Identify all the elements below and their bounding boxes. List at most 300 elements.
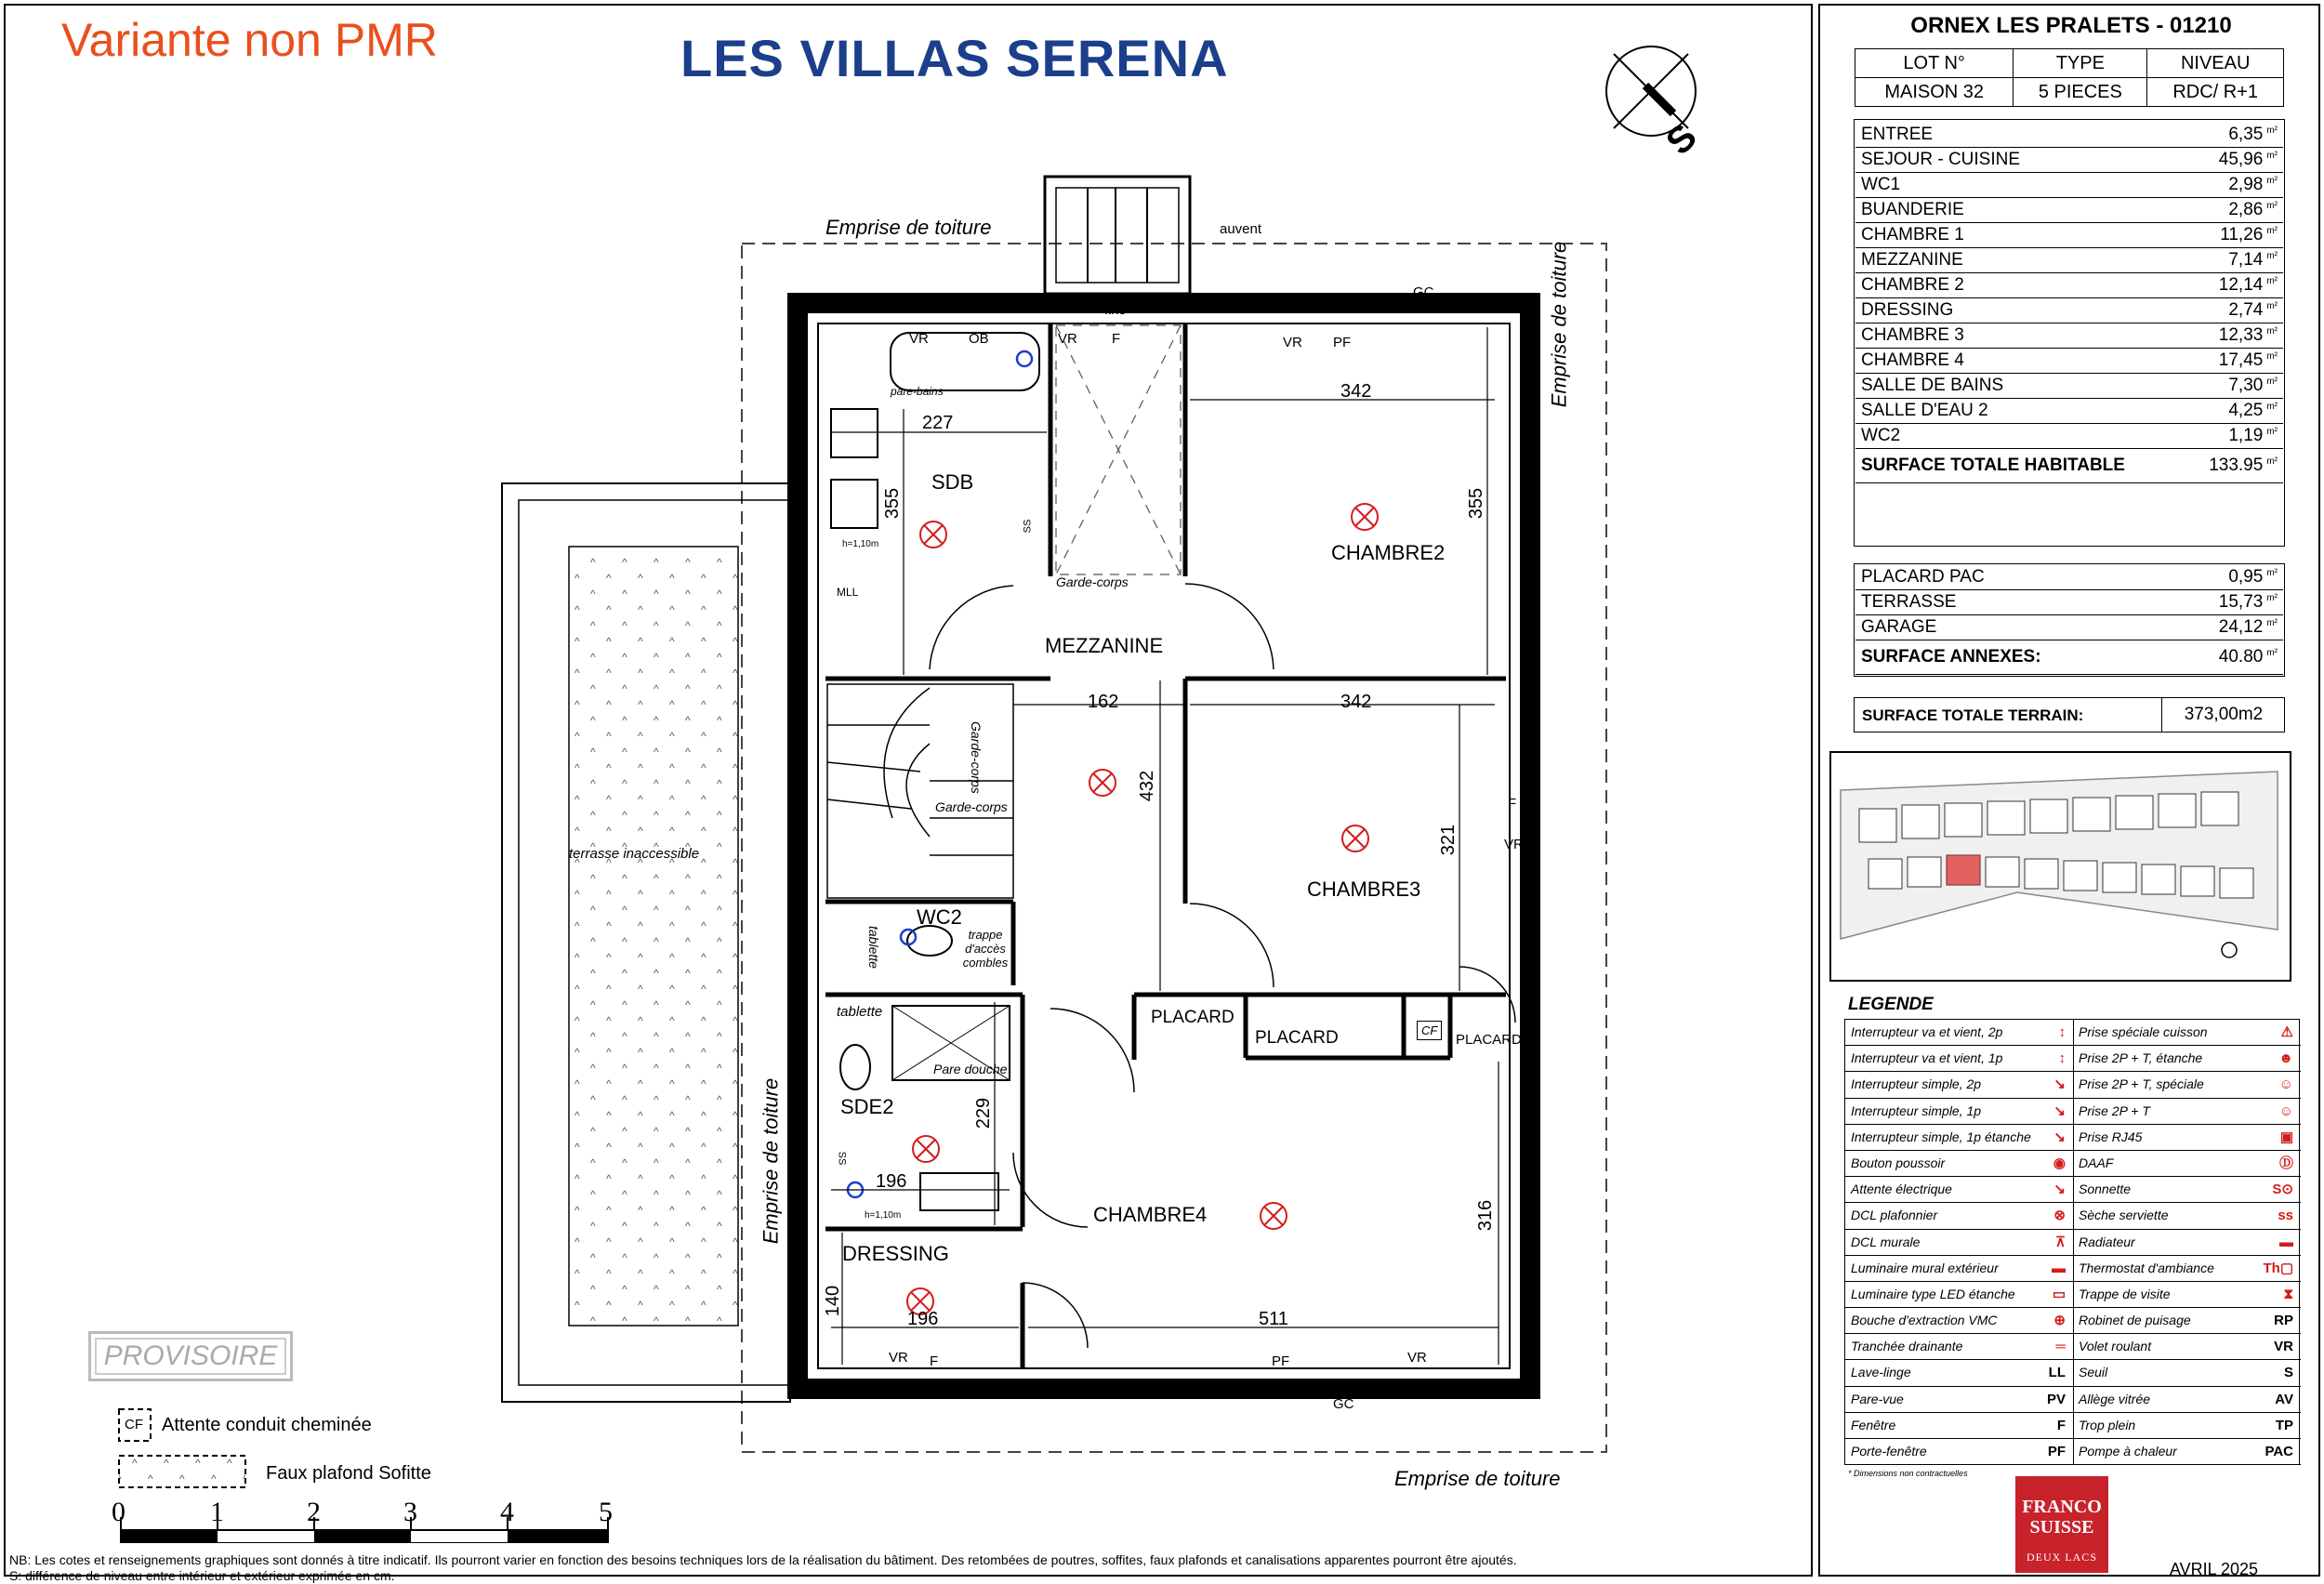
legend-item	[1845, 1282, 2073, 1308]
staircase	[827, 684, 1013, 898]
legend-symbol-icon: Th▢	[2263, 1260, 2293, 1276]
garde-corps-label-1: Garde-corps	[1056, 574, 1129, 589]
surface-name: CHAMBRE 1	[1855, 223, 2187, 248]
site-map-highlight	[1947, 855, 1980, 885]
legend-symbol-icon: S	[2283, 1365, 2293, 1381]
lot-table	[1855, 48, 2284, 107]
surface-unit: m²	[2266, 300, 2278, 311]
dimension-342-a: 342	[1340, 381, 1372, 402]
legend-faux-plafond-text: Faux plafond Sofitte	[266, 1463, 431, 1484]
dimension-196-a: 196	[876, 1171, 907, 1192]
surface-unit: m²	[2266, 426, 2278, 437]
auvent	[1045, 177, 1190, 294]
legend-label: Sonnette	[2079, 1181, 2132, 1197]
surface-name: SEJOUR - CUISINE	[1855, 148, 2187, 173]
legend-item	[1845, 1020, 2073, 1046]
legend-label: Interrupteur va et vient, 2p	[1851, 1024, 2003, 1039]
surface-row	[1855, 298, 2283, 323]
dimension-342-b: 342	[1340, 692, 1372, 712]
surface-total-name: SURFACE TOTALE HABITABLE	[1855, 449, 2187, 483]
dimensions-note: * Dimensions non contractuelles	[1848, 1469, 1968, 1478]
legend-symbol-icon: TP	[2275, 1417, 2293, 1433]
surface-name: DRESSING	[1855, 298, 2187, 323]
cf-symbol-text: CF	[125, 1417, 143, 1432]
legend-label: Bouton poussoir	[1851, 1155, 1946, 1170]
legend-label: Luminaire type LED étanche	[1851, 1286, 2015, 1301]
terrasse-label: terrasse inaccessible	[569, 846, 700, 862]
legend-left-column	[1845, 1020, 2074, 1465]
legend-label: Bouche d'extraction VMC	[1851, 1313, 1998, 1328]
dimension-229: 229	[973, 1097, 995, 1129]
fixe-label: fixe	[1104, 302, 1127, 318]
legend-label: Prise 2P + T, spéciale	[2079, 1076, 2204, 1092]
project-title: LES VILLAS SERENA	[680, 29, 1229, 87]
window-code-pf-2: PF	[1272, 1353, 1290, 1369]
emprise-top: Emprise de toiture	[825, 216, 992, 239]
legend-label: DCL murale	[1851, 1234, 1921, 1249]
legend-label: Luminaire mural extérieur	[1851, 1260, 1999, 1275]
scale-1: 1	[210, 1497, 224, 1527]
terrain-value: 373,00m2	[2161, 698, 2285, 732]
room-chambre4: CHAMBRE4	[1093, 1203, 1208, 1226]
surface-value	[2187, 424, 2283, 449]
legend-title: LEGENDE	[1848, 995, 1934, 1014]
legend-item	[1845, 1360, 2073, 1386]
emprise-right: Emprise de toiture	[1547, 241, 1571, 408]
legend-label: Trop plein	[2079, 1417, 2136, 1432]
surface-row	[1855, 198, 2283, 223]
legend-label: Interrupteur simple, 1p	[1851, 1102, 1982, 1118]
legend-label: Prise RJ45	[2079, 1129, 2143, 1144]
provisoire-stamp: PROVISOIRE	[88, 1331, 293, 1381]
disclaimer-note	[9, 1552, 1517, 1584]
legend-item	[2073, 1413, 2301, 1439]
surface-total-row	[1855, 449, 2283, 483]
legend-symbol-icon: ═	[2055, 1339, 2066, 1355]
legend-label: Attente électrique	[1851, 1181, 1952, 1197]
legend-symbol-icon: ◉	[2053, 1155, 2066, 1171]
surface-row	[1855, 273, 2283, 298]
dimension-227: 227	[922, 413, 954, 433]
surface-row	[1855, 223, 2283, 248]
ss-label-2: SS	[836, 1151, 848, 1166]
legend-label: DCL plafonnier	[1851, 1208, 1938, 1223]
logo-line-1: FRANCO	[2022, 1497, 2102, 1517]
legend-item	[2073, 1072, 2301, 1098]
legend-item	[2073, 1387, 2301, 1413]
height-label-1: h=1,10m	[842, 539, 879, 549]
legend-symbol-icon: ▬	[2279, 1234, 2293, 1250]
surface-value	[2187, 123, 2283, 148]
legend-item	[2073, 1177, 2301, 1203]
toilet-sde2	[840, 1045, 870, 1089]
surface-table	[1855, 123, 2283, 483]
legend-item	[2073, 1360, 2301, 1386]
legend-label: Prise 2P + T	[2079, 1102, 2150, 1118]
disclaimer-line-1: NB: Les cotes et renseignements graphiques sont donnés à titre indicatif. Ils pourront varier en fonction des besoins techniques lors de la réalisation du bâtiment. Des retombées de poutres, soffites, faux plafonds et canalisations apparentes pourront être ajoutés.	[9, 1552, 1517, 1567]
dcl-lights	[907, 504, 1378, 1314]
legend-right-column	[2073, 1020, 2301, 1465]
legend-symbol-icon: ↘	[2053, 1129, 2066, 1145]
surface-unit: m²	[2266, 592, 2278, 603]
logo-line-2: SUISSE	[2029, 1517, 2094, 1538]
legend-symbol-icon: AV	[2275, 1391, 2293, 1407]
trappe-label: trappe d'accès combles	[962, 928, 1009, 970]
legend-symbol-icon: ↘	[2053, 1076, 2066, 1093]
surface-value	[2187, 273, 2283, 298]
legend-symbol-icon: ▬	[2052, 1260, 2066, 1276]
window-code-gc-1: GC	[1413, 284, 1434, 300]
surface-value	[2187, 223, 2283, 248]
disclaimer-line-2: S: différence de niveau entre intérieur et extérieur exprimée en cm.	[9, 1568, 395, 1583]
legend-label: Prise spéciale cuisson	[2079, 1024, 2208, 1039]
surface-total-value	[2169, 640, 2283, 675]
legend-label: Pompe à chaleur	[2079, 1444, 2177, 1459]
scale-bar	[121, 1517, 608, 1543]
legend-item	[2073, 1439, 2301, 1465]
surface-value-number: 15,73	[2218, 592, 2264, 612]
surface-value	[2187, 399, 2283, 424]
legend-symbol-icon: RP	[2274, 1313, 2293, 1329]
dimension-321: 321	[1438, 824, 1459, 856]
legend-label: Fenêtre	[1851, 1417, 1896, 1432]
dimension-196-b: 196	[907, 1309, 939, 1329]
surface-value-number: 2,74	[2228, 300, 2264, 320]
scale-4: 4	[500, 1497, 514, 1527]
mll-label: MLL	[837, 586, 859, 599]
surface-unit: m²	[2266, 250, 2278, 261]
legend-symbol-icon: ▭	[2052, 1286, 2066, 1302]
legend-item	[2073, 1282, 2301, 1308]
surface-unit: m²	[2266, 125, 2278, 136]
mezzanine-void	[1056, 325, 1181, 574]
legend-label: Lave-linge	[1851, 1365, 1911, 1380]
surface-row	[1855, 424, 2283, 449]
surface-value-number: 0,95	[2228, 567, 2264, 587]
surface-value-number: 7,30	[2228, 376, 2264, 395]
scale-0: 0	[112, 1497, 125, 1527]
legend-item	[1845, 1203, 2073, 1229]
tablette-label-1: tablette	[866, 926, 881, 969]
legend-item	[2073, 1256, 2301, 1282]
lot-header-type: TYPE	[2014, 49, 2147, 78]
legend-label: Prise 2P + T, étanche	[2079, 1050, 2203, 1066]
legend-symbol-icon: ↘	[2053, 1181, 2066, 1198]
surface-value-number: 2,86	[2228, 200, 2264, 219]
auvent-label: auvent	[1220, 221, 1262, 237]
legend-symbol-icon: PAC	[2265, 1444, 2293, 1459]
legend-item	[1845, 1230, 2073, 1256]
legend-item	[1845, 1256, 2073, 1282]
surface-row	[1855, 399, 2283, 424]
dimension-355-b: 355	[1466, 487, 1487, 520]
lot-value-lot: MAISON 32	[1855, 78, 2014, 107]
room-dressing: DRESSING	[842, 1242, 949, 1265]
room-placard-b: PLACARD	[1255, 1028, 1339, 1048]
logo-line-3: DEUX LACS	[2026, 1551, 2097, 1564]
legend-label: DAAF	[2079, 1155, 2114, 1170]
room-mezzanine: MEZZANINE	[1045, 634, 1164, 657]
surface-row	[1855, 615, 2283, 640]
emprise-left: Emprise de toiture	[759, 1077, 783, 1245]
surface-row	[1855, 590, 2283, 615]
surface-unit: m²	[2266, 647, 2278, 658]
window-code-vr-1: VR	[909, 331, 929, 347]
pare-douche-label: Pare douche	[933, 1062, 1008, 1076]
room-chambre3: CHAMBRE3	[1307, 878, 1421, 901]
legend-symbol-icon: ↕	[2058, 1050, 2066, 1067]
surface-unit: m²	[2266, 150, 2278, 161]
surface-total-row	[1855, 640, 2283, 675]
legend-item	[1845, 1072, 2073, 1098]
legend-label: Pare-vue	[1851, 1391, 1904, 1406]
surface-row	[1855, 323, 2283, 349]
surface-total-name: SURFACE ANNEXES:	[1855, 640, 2169, 675]
surface-value	[2187, 173, 2283, 198]
surface-name: CHAMBRE 3	[1855, 323, 2187, 349]
legend-label: Sèche serviette	[2079, 1208, 2169, 1223]
height-label-2: h=1,10m	[865, 1210, 902, 1221]
window-code-f-1: F	[1112, 331, 1121, 347]
legend-box	[1844, 1019, 2300, 1465]
surface-value-number: 1,19	[2228, 426, 2264, 445]
surface-row	[1855, 248, 2283, 273]
legend-item	[1845, 1439, 2073, 1465]
window-code-ob: OB	[969, 331, 989, 347]
legend-item	[2073, 1308, 2301, 1334]
legend-item	[1845, 1308, 2073, 1334]
window-code-vr-4: VR	[1504, 837, 1524, 852]
terrace-inaccessible-area	[569, 547, 738, 1326]
garde-corps-label-2: Garde-corps	[969, 721, 984, 794]
lot-value-niveau: RDC/ R+1	[2147, 78, 2284, 107]
surface-total-number: 133.95	[2209, 455, 2264, 475]
surface-value	[2169, 565, 2283, 590]
north-label: S	[1657, 116, 1705, 164]
legend-item	[2073, 1099, 2301, 1125]
legend-symbol-icon: ⧗	[2283, 1286, 2293, 1302]
surface-value	[2187, 323, 2283, 349]
surface-value	[2187, 374, 2283, 399]
dimension-140: 140	[823, 1285, 844, 1317]
window-code-pf-1: PF	[1333, 335, 1352, 350]
surface-value-number: 12,33	[2218, 325, 2264, 345]
cf-label: CF	[1417, 1021, 1442, 1040]
legend-item	[2073, 1334, 2301, 1360]
surface-unit: m²	[2266, 350, 2278, 362]
surface-value-number: 11,26	[2220, 225, 2264, 244]
legend-symbol-icon: S⊙	[2272, 1181, 2293, 1198]
dimension-316: 316	[1475, 1199, 1497, 1232]
surface-unit: m²	[2266, 401, 2278, 412]
dimension-355-a: 355	[882, 487, 904, 520]
scale-2: 2	[307, 1497, 321, 1527]
legend-item	[2073, 1151, 2301, 1177]
legend-item	[2073, 1125, 2301, 1151]
legend-symbol-icon: ▣	[2279, 1129, 2293, 1145]
surface-name: GARAGE	[1855, 615, 2169, 640]
legend-item	[1845, 1387, 2073, 1413]
surface-unit: m²	[2266, 617, 2278, 628]
legend-item	[1845, 1413, 2073, 1439]
sink	[920, 1173, 998, 1210]
legend-item	[2073, 1020, 2301, 1046]
surface-row	[1855, 173, 2283, 198]
surface-name: CHAMBRE 2	[1855, 273, 2187, 298]
legend-symbol-icon: Ⓓ	[2278, 1155, 2293, 1171]
surface-value	[2187, 148, 2283, 173]
legend-symbol-icon: ↘	[2053, 1102, 2066, 1119]
legend-symbol-icon: ↕	[2058, 1024, 2066, 1040]
surface-unit: m²	[2266, 376, 2278, 387]
surface-total-value	[2187, 449, 2283, 483]
legend-symbol-icon: F	[2056, 1417, 2066, 1433]
legend-symbol-icon: ⊕	[2053, 1313, 2066, 1329]
legend-cf-text: Attente conduit cheminée	[162, 1415, 372, 1435]
window-code-vr-3: VR	[1283, 335, 1302, 350]
lot-header-lot: LOT N°	[1855, 49, 2014, 78]
surface-value-number: 7,14	[2228, 250, 2264, 270]
site-map-drawing	[1831, 753, 2290, 980]
window-code-vr-5: VR	[889, 1350, 908, 1366]
window-code-vr-2: VR	[1058, 331, 1077, 347]
surface-name: ENTREE	[1855, 123, 2187, 148]
surface-value-number: 6,35	[2228, 125, 2264, 144]
surface-value	[2187, 248, 2283, 273]
ss-label-1: SS	[1022, 519, 1034, 534]
dimension-511: 511	[1259, 1309, 1288, 1329]
surface-unit: m²	[2266, 175, 2278, 186]
dimension-432: 432	[1137, 770, 1158, 802]
legend-item	[1845, 1151, 2073, 1177]
surface-value-number: 2,98	[2228, 175, 2264, 194]
surface-unit: m²	[2266, 225, 2278, 236]
legend-symbol-icon: PV	[2046, 1391, 2066, 1407]
surface-name: SALLE D'EAU 2	[1855, 399, 2187, 424]
surface-row	[1855, 565, 2283, 590]
surface-row	[1855, 349, 2283, 374]
legend-symbol-icon: ☺	[2278, 1076, 2293, 1093]
annexes-table	[1855, 565, 2283, 675]
legend-symbol-icon: ⚠	[2280, 1024, 2293, 1040]
legend-item	[2073, 1203, 2301, 1229]
legend-item	[1845, 1334, 2073, 1360]
surface-name: MEZZANINE	[1855, 248, 2187, 273]
window-code-f-2: F	[1508, 796, 1517, 812]
legend-label: Radiateur	[2079, 1234, 2135, 1249]
legend-symbol-icon: ⊼	[2055, 1234, 2066, 1250]
legend-symbol-icon: VR	[2274, 1339, 2293, 1355]
site-location-map	[1829, 751, 2291, 982]
lot-value-type: 5 PIECES	[2014, 78, 2147, 107]
legend-symbol-icon: ss	[2278, 1208, 2293, 1224]
surface-name: PLACARD PAC	[1855, 565, 2169, 590]
terrain-label: SURFACE TOTALE TERRAIN:	[1862, 706, 2084, 724]
legend-label: Interrupteur simple, 2p	[1851, 1076, 1982, 1092]
variant-label: Variante non PMR	[61, 14, 438, 66]
legend-symbol-icon: ☺	[2278, 1102, 2293, 1119]
surface-name: SALLE DE BAINS	[1855, 374, 2187, 399]
surface-name: TERRASSE	[1855, 590, 2169, 615]
surface-name: WC2	[1855, 424, 2187, 449]
legend-symbol-icon: ⊗	[2053, 1208, 2066, 1224]
surface-name: WC1	[1855, 173, 2187, 198]
plan-date: AVRIL 2025	[2170, 1560, 2259, 1578]
legend-item	[1845, 1099, 2073, 1125]
room-chambre2: CHAMBRE2	[1331, 541, 1446, 564]
legend-label: Robinet de puisage	[2079, 1313, 2191, 1328]
surface-value	[2187, 298, 2283, 323]
legend-label: Thermostat d'ambiance	[2079, 1260, 2214, 1275]
tablette-label-2: tablette	[837, 1004, 883, 1020]
legend-label: Porte-fenêtre	[1851, 1444, 1927, 1459]
surface-value-number: 12,14	[2218, 275, 2264, 295]
scale-5: 5	[599, 1497, 613, 1527]
legend-label: Interrupteur simple, 1p étanche	[1851, 1129, 2031, 1144]
room-sdb: SDB	[931, 470, 974, 494]
legend-item	[1845, 1177, 2073, 1203]
legend-item	[1845, 1125, 2073, 1151]
franco-suisse-logo	[2015, 1476, 2108, 1573]
surface-name: BUANDERIE	[1855, 198, 2187, 223]
legend-label: Trappe de visite	[2079, 1286, 2171, 1301]
garde-corps-label-3: Garde-corps	[935, 799, 1008, 814]
window-code-gc-2: GC	[1333, 1396, 1354, 1412]
surface-value-number: 17,45	[2218, 350, 2264, 370]
legend-item	[2073, 1230, 2301, 1256]
legend-item	[2073, 1046, 2301, 1072]
room-sde2: SDE2	[840, 1095, 894, 1118]
window-code-vr-6: VR	[1407, 1350, 1427, 1366]
surface-value	[2187, 198, 2283, 223]
faux-plafond-symbol	[119, 1456, 245, 1487]
legend-label: Seuil	[2079, 1365, 2108, 1380]
surface-name: CHAMBRE 4	[1855, 349, 2187, 374]
surface-total-number: 40.80	[2218, 647, 2264, 667]
site-title: ORNEX LES PRALETS - 01210	[1910, 13, 2232, 38]
roof-outline	[742, 241, 1606, 1452]
surface-unit: m²	[2266, 325, 2278, 337]
lot-header-niveau: NIVEAU	[2147, 49, 2284, 78]
room-placard-a: PLACARD	[1151, 1008, 1235, 1027]
window-code-f-3: F	[930, 1353, 939, 1369]
surface-value	[2187, 349, 2283, 374]
scale-3: 3	[403, 1497, 417, 1527]
surface-value-number: 24,12	[2218, 617, 2264, 637]
surface-unit: m²	[2266, 455, 2278, 467]
dimension-162: 162	[1088, 692, 1119, 712]
legend-label: Tranchée drainante	[1851, 1339, 1963, 1354]
legend-item	[1845, 1046, 2073, 1072]
emprise-bottom: Emprise de toiture	[1394, 1467, 1561, 1490]
surface-value-number: 45,96	[2218, 150, 2264, 169]
pare-bains-label: pare-bains	[891, 385, 944, 398]
surface-value-number: 4,25	[2228, 401, 2264, 420]
surface-unit: m²	[2266, 275, 2278, 286]
terrain-box	[1854, 697, 2285, 733]
surface-row	[1855, 148, 2283, 173]
surface-value	[2169, 590, 2283, 615]
surface-value	[2169, 615, 2283, 640]
legend-symbol-icon: ☻	[2278, 1050, 2293, 1067]
legend-label: Allège vitrée	[2079, 1391, 2151, 1406]
surface-row	[1855, 374, 2283, 399]
surface-row	[1855, 123, 2283, 148]
surface-unit: m²	[2266, 200, 2278, 211]
legend-label: Interrupteur va et vient, 1p	[1851, 1050, 2003, 1066]
legend-label: Volet roulant	[2079, 1339, 2152, 1354]
legend-symbol-icon: PF	[2047, 1444, 2066, 1459]
